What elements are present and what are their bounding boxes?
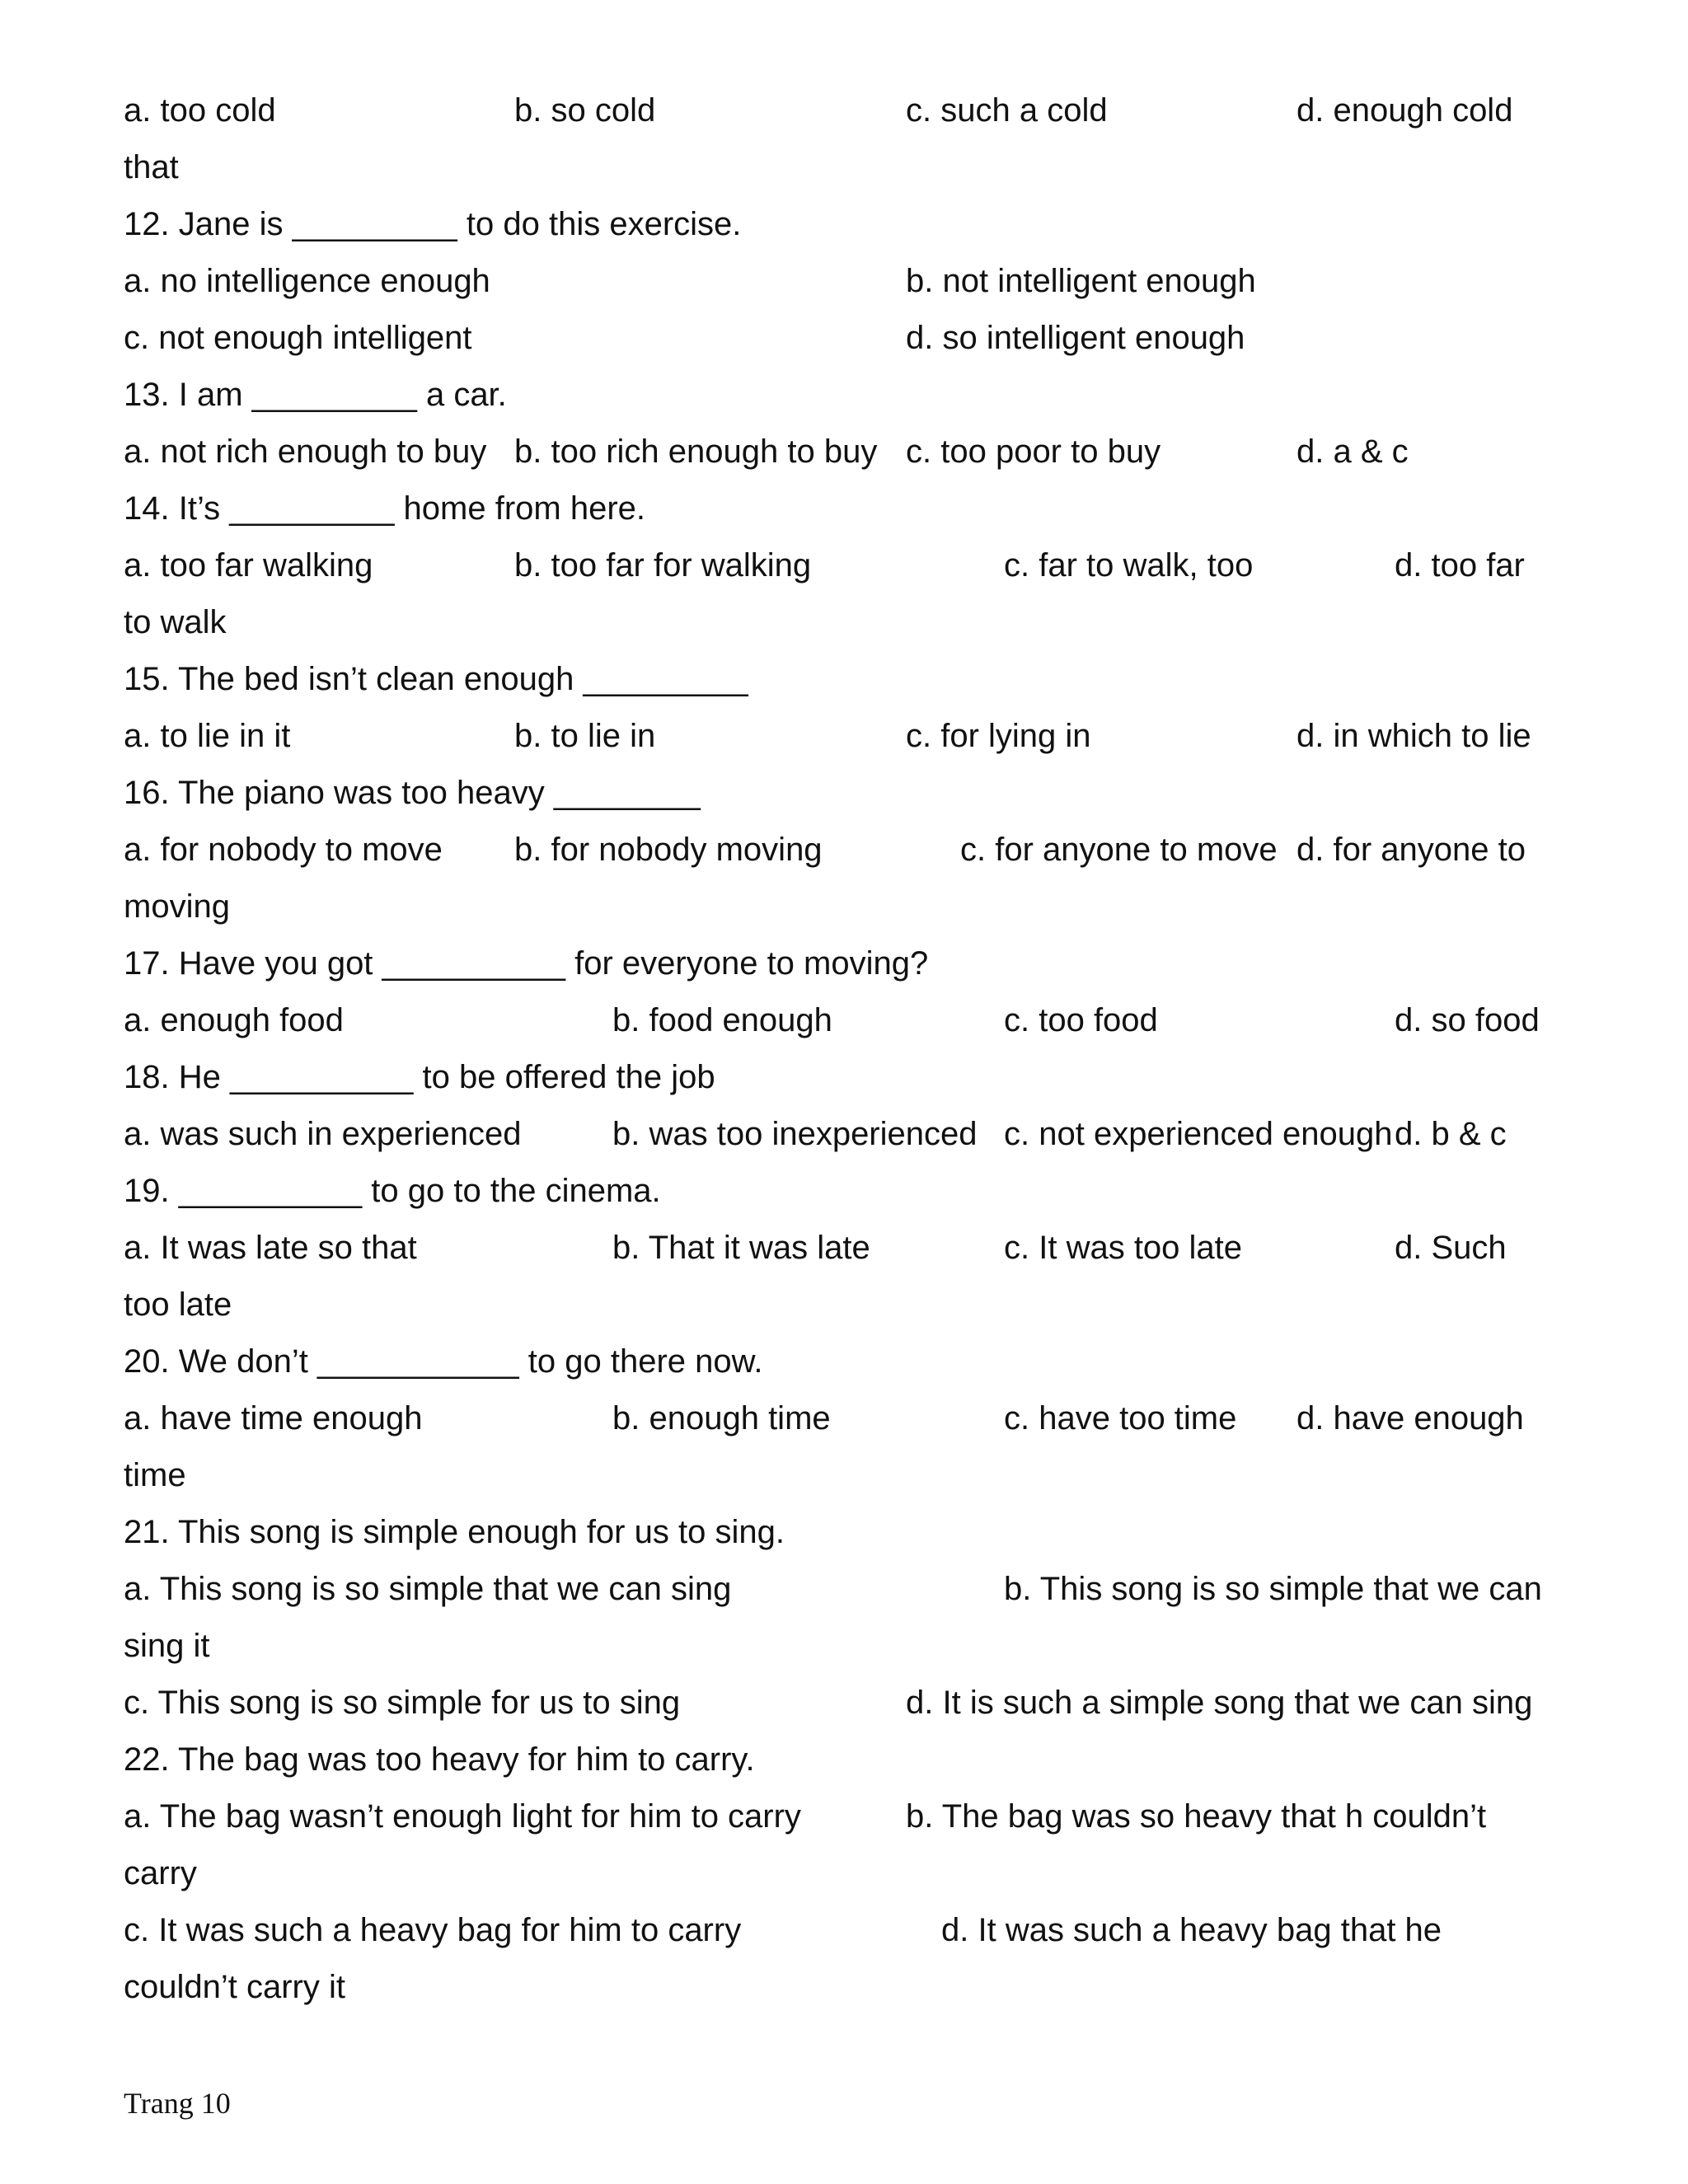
q14-option-d: d. too far xyxy=(1395,547,1525,583)
q11-option-d-continuation: that xyxy=(124,149,179,185)
question-19: 19. __________ to go to the cinema. xyxy=(124,1173,661,1209)
q13-option-c: c. too poor to buy xyxy=(906,434,1161,470)
q22-option-d-continuation: couldn’t carry it xyxy=(124,1969,345,2005)
q19-option-d: d. Such xyxy=(1395,1230,1507,1266)
q19-option-d-continuation: too late xyxy=(124,1286,232,1323)
question-12: 12. Jane is _________ to do this exercise. xyxy=(124,206,742,242)
q21-option-b: b. This song is so simple that we can xyxy=(1004,1571,1542,1607)
q16-option-c: c. for anyone to move xyxy=(960,832,1278,868)
q13-option-b: b. too rich enough to buy xyxy=(514,434,878,470)
q16-option-b: b. for nobody moving xyxy=(514,832,823,868)
q21-option-d: d. It is such a simple song that we can sing xyxy=(906,1685,1533,1721)
q14-option-c: c. far to walk, too xyxy=(1004,547,1254,583)
q13-option-d: d. a & c xyxy=(1296,434,1409,470)
q19-option-b: b. That it was late xyxy=(612,1230,870,1266)
q12-option-d: d. so intelligent enough xyxy=(906,320,1245,356)
q15-option-b: b. to lie in xyxy=(514,718,656,754)
q16-option-d-continuation: moving xyxy=(124,888,230,925)
q17-option-b: b. food enough xyxy=(612,1002,832,1038)
q18-option-d: d. b & c xyxy=(1395,1116,1507,1152)
question-20: 20. We don’t ___________ to go there now. xyxy=(124,1343,763,1380)
q15-option-d: d. in which to lie xyxy=(1296,718,1531,754)
q12-option-c: c. not enough intelligent xyxy=(124,320,472,356)
q11-option-b: b. so cold xyxy=(514,92,656,129)
q22-option-c: c. It was such a heavy bag for him to carry xyxy=(124,1912,742,1948)
q22-option-b-continuation: carry xyxy=(124,1855,197,1891)
q20-option-d-continuation: time xyxy=(124,1457,186,1493)
question-14: 14. It’s _________ home from here. xyxy=(124,490,646,527)
q14-option-b: b. too far for walking xyxy=(514,547,812,583)
q22-option-a: a. The bag wasn’t enough light for him to carry xyxy=(124,1798,801,1835)
q16-option-a: a. for nobody to move xyxy=(124,832,443,868)
q20-option-a: a. have time enough xyxy=(124,1400,423,1436)
q11-option-a: a. too cold xyxy=(124,92,276,129)
q17-option-d: d. so food xyxy=(1395,1002,1540,1038)
q18-option-b: b. was too inexperienced xyxy=(612,1116,978,1152)
q16-option-d: d. for anyone to xyxy=(1296,832,1526,868)
question-13: 13. I am _________ a car. xyxy=(124,377,507,413)
q21-option-c: c. This song is so simple for us to sing xyxy=(124,1685,681,1721)
q12-option-b: b. not intelligent enough xyxy=(906,263,1256,299)
q19-option-a: a. It was late so that xyxy=(124,1230,417,1266)
q19-option-c: c. It was too late xyxy=(1004,1230,1243,1266)
q14-option-d-continuation: to walk xyxy=(124,604,227,640)
q12-option-a: a. no intelligence enough xyxy=(124,263,490,299)
question-17: 17. Have you got __________ for everyone to moving? xyxy=(124,945,929,982)
q20-option-d: d. have enough xyxy=(1296,1400,1524,1436)
question-18: 18. He __________ to be offered the job xyxy=(124,1059,715,1095)
q11-option-c: c. such a cold xyxy=(906,92,1108,129)
q21-option-b-continuation: sing it xyxy=(124,1628,210,1664)
question-21: 21. This song is simple enough for us to sing. xyxy=(124,1514,785,1550)
question-15: 15. The bed isn’t clean enough _________ xyxy=(124,661,748,697)
q15-option-c: c. for lying in xyxy=(906,718,1091,754)
q22-option-d: d. It was such a heavy bag that he xyxy=(941,1912,1442,1948)
q18-option-a: a. was such in experienced xyxy=(124,1116,522,1152)
q14-option-a: a. too far walking xyxy=(124,547,373,583)
q17-option-c: c. too food xyxy=(1004,1002,1158,1038)
q20-option-b: b. enough time xyxy=(612,1400,831,1436)
question-16: 16. The piano was too heavy ________ xyxy=(124,775,701,811)
q11-option-d: d. enough cold xyxy=(1296,92,1513,129)
q21-option-a: a. This song is so simple that we can sing xyxy=(124,1571,732,1607)
question-22: 22. The bag was too heavy for him to carry. xyxy=(124,1741,755,1778)
page-number-footer: Trang 10 xyxy=(124,2087,231,2120)
q22-option-b: b. The bag was so heavy that h couldn’t xyxy=(906,1798,1487,1835)
q15-option-a: a. to lie in it xyxy=(124,718,291,754)
q18-option-c: c. not experienced enough xyxy=(1004,1116,1393,1152)
q13-option-a: a. not rich enough to buy xyxy=(124,434,487,470)
q17-option-a: a. enough food xyxy=(124,1002,344,1038)
q20-option-c: c. have too time xyxy=(1004,1400,1237,1436)
